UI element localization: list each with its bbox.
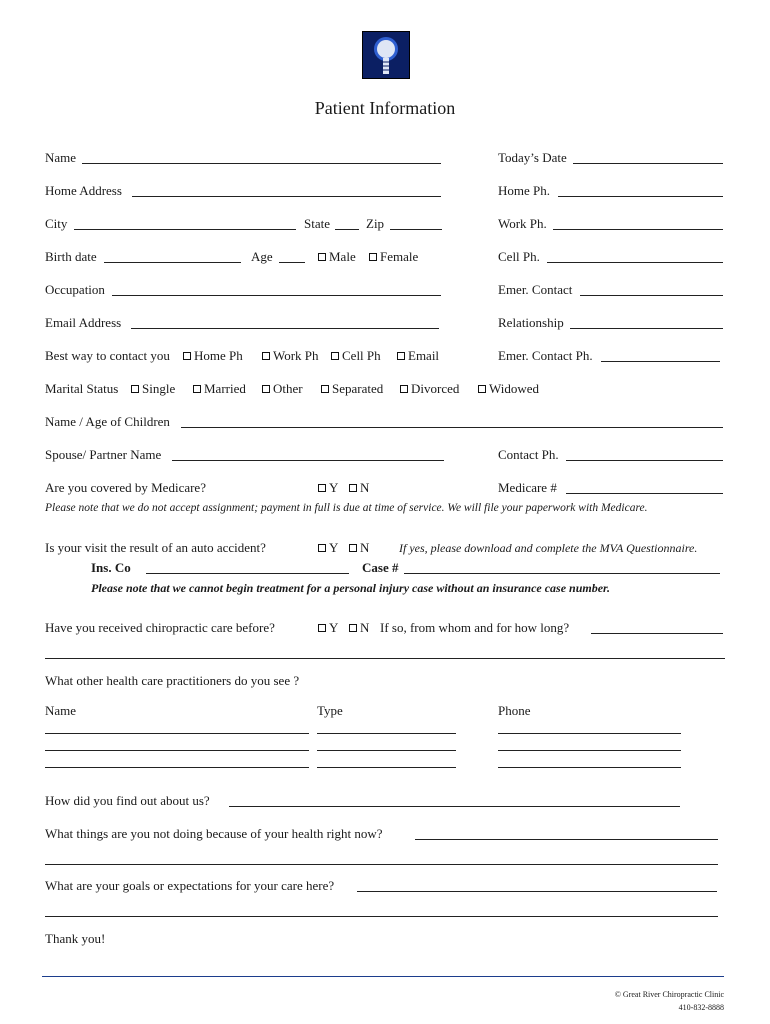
ins-co-field[interactable] xyxy=(146,573,349,574)
medicare-yes-checkbox[interactable] xyxy=(318,484,326,492)
other-text: Other xyxy=(273,381,303,396)
widowed-option[interactable] xyxy=(478,381,539,397)
widowed-text: Widowed xyxy=(489,381,540,396)
relationship-label: Relationship xyxy=(498,315,564,330)
emer-contact-label: Emer. Contact xyxy=(498,282,573,297)
medicare-yes-option[interactable] xyxy=(318,480,338,496)
chiro-followup-field[interactable] xyxy=(591,633,723,634)
male-text: Male xyxy=(329,249,356,264)
contact-email-option[interactable] xyxy=(397,348,439,364)
col-name-header: Name xyxy=(45,703,77,718)
age-field[interactable] xyxy=(279,262,305,263)
home-ph-field[interactable] xyxy=(558,196,723,197)
married-checkbox[interactable] xyxy=(193,385,201,393)
not-doing-field-2[interactable] xyxy=(45,864,718,865)
single-option[interactable] xyxy=(131,381,175,397)
chiro-yes-text: Y xyxy=(329,620,339,635)
contact-cell-ph-option[interactable] xyxy=(331,348,381,364)
footer-phone: 410-832-8888 xyxy=(678,1003,724,1012)
medicare-note: Please note that we do not accept assignment; payment in full is due at time of service. We will file your paperwork with Medicare. xyxy=(45,502,648,514)
zip-field[interactable] xyxy=(390,229,442,230)
practitioner-type-field[interactable] xyxy=(317,767,456,768)
practitioner-phone-field[interactable] xyxy=(498,733,681,734)
auto-yes-text: Y xyxy=(329,540,339,555)
relationship-field[interactable] xyxy=(570,328,723,329)
auto-no-option[interactable] xyxy=(349,540,369,556)
home-address-field[interactable] xyxy=(132,196,441,197)
find-question: How did you find out about us? xyxy=(45,793,210,808)
case-number-label: Case # xyxy=(362,560,399,575)
spouse-label: Spouse/ Partner Name xyxy=(45,447,162,462)
auto-yes-checkbox[interactable] xyxy=(318,544,326,552)
other-option[interactable] xyxy=(262,381,303,397)
cell-ph-label: Cell Ph. xyxy=(498,249,540,264)
contact-email-checkbox[interactable] xyxy=(397,352,405,360)
not-doing-question: What things are you not doing because of your health right now? xyxy=(45,826,383,841)
birth-date-label: Birth date xyxy=(45,249,97,264)
practitioner-name-field[interactable] xyxy=(45,733,309,734)
name-field[interactable] xyxy=(82,163,441,164)
chiro-yes-option[interactable] xyxy=(318,620,338,636)
auto-no-checkbox[interactable] xyxy=(349,544,357,552)
married-option[interactable] xyxy=(193,381,246,397)
medicare-yes-text: Y xyxy=(329,480,339,495)
case-number-field[interactable] xyxy=(404,573,720,574)
email-address-field[interactable] xyxy=(131,328,439,329)
clinic-logo xyxy=(362,31,410,79)
contact-cell-ph-checkbox[interactable] xyxy=(331,352,339,360)
practitioner-name-field[interactable] xyxy=(45,767,309,768)
contact-ph-label: Contact Ph. xyxy=(498,447,559,462)
contact-email-text: Email xyxy=(408,348,440,363)
goals-question: What are your goals or expectations for your care here? xyxy=(45,878,335,893)
home-ph-label: Home Ph. xyxy=(498,183,550,198)
contact-cell-ph-text: Cell Ph xyxy=(342,348,381,363)
chiro-no-checkbox[interactable] xyxy=(349,624,357,632)
pi-note: Please note that we cannot begin treatment for a personal injury case without an insurance case number. xyxy=(91,581,611,595)
goals-field[interactable] xyxy=(357,891,717,892)
col-type-header: Type xyxy=(317,703,343,718)
contact-ph-field[interactable] xyxy=(566,460,723,461)
footer-divider xyxy=(42,976,724,977)
divorced-text: Divorced xyxy=(411,381,460,396)
home-address-label: Home Address xyxy=(45,183,122,198)
cell-ph-field[interactable] xyxy=(547,262,723,263)
emer-contact-ph-label: Emer. Contact Ph. xyxy=(498,348,593,363)
ins-co-label: Ins. Co xyxy=(91,560,131,575)
state-field[interactable] xyxy=(335,229,359,230)
find-field[interactable] xyxy=(229,806,680,807)
separated-checkbox[interactable] xyxy=(321,385,329,393)
footer-clinic: © Great River Chiropractic Clinic xyxy=(614,990,724,999)
not-doing-field[interactable] xyxy=(415,839,718,840)
best-way-label: Best way to contact you xyxy=(45,348,170,363)
chiro-followup-label: If so, from whom and for how long? xyxy=(380,620,570,635)
chiro-no-text: N xyxy=(360,620,370,635)
work-ph-label: Work Ph. xyxy=(498,216,547,231)
chiro-question: Have you received chiropractic care before? xyxy=(45,620,275,635)
state-label: State xyxy=(304,216,330,231)
separated-text: Separated xyxy=(332,381,384,396)
occupation-field[interactable] xyxy=(112,295,441,296)
contact-home-ph-checkbox[interactable] xyxy=(183,352,191,360)
age-label: Age xyxy=(251,249,273,264)
single-checkbox[interactable] xyxy=(131,385,139,393)
male-option[interactable] xyxy=(318,249,356,265)
chiro-no-option[interactable] xyxy=(349,620,369,636)
female-text: Female xyxy=(380,249,419,264)
practitioners-question: What other health care practitioners do you see ? xyxy=(45,673,300,688)
spouse-field[interactable] xyxy=(172,460,444,461)
female-checkbox[interactable] xyxy=(369,253,377,261)
medicare-number-field[interactable] xyxy=(566,493,723,494)
divorced-option[interactable] xyxy=(400,381,459,397)
mva-note: If yes, please download and complete the MVA Questionnaire. xyxy=(399,541,698,555)
emer-contact-ph-field[interactable] xyxy=(601,361,720,362)
col-phone-header: Phone xyxy=(498,703,531,718)
contact-home-ph-text: Home Ph xyxy=(194,348,243,363)
married-text: Married xyxy=(204,381,246,396)
medicare-no-option[interactable] xyxy=(349,480,369,496)
divorced-checkbox[interactable] xyxy=(400,385,408,393)
thank-you-text: Thank you! xyxy=(45,931,106,946)
marital-status-label: Marital Status xyxy=(45,381,119,396)
chiro-followup-field-2[interactable] xyxy=(45,658,725,659)
medicare-question: Are you covered by Medicare? xyxy=(45,480,206,495)
occupation-label: Occupation xyxy=(45,282,105,297)
city-label: City xyxy=(45,216,68,231)
medicare-number-label: Medicare # xyxy=(498,480,557,495)
medicare-no-checkbox[interactable] xyxy=(349,484,357,492)
practitioner-type-field[interactable] xyxy=(317,733,456,734)
practitioner-type-field[interactable] xyxy=(317,750,456,751)
contact-home-ph-option[interactable] xyxy=(183,348,243,364)
email-address-label: Email Address xyxy=(45,315,122,330)
todays-date-label: Today’s Date xyxy=(498,150,567,165)
single-text: Single xyxy=(142,381,176,396)
city-field[interactable] xyxy=(74,229,296,230)
contact-work-ph-text: Work Ph xyxy=(273,348,319,363)
page-title: Patient Information xyxy=(314,98,456,118)
contact-work-ph-option[interactable] xyxy=(262,348,319,364)
children-label: Name / Age of Children xyxy=(45,414,170,429)
separated-option[interactable] xyxy=(321,381,383,397)
work-ph-field[interactable] xyxy=(553,229,723,230)
practitioner-phone-field[interactable] xyxy=(498,767,681,768)
practitioner-name-field[interactable] xyxy=(45,750,309,751)
practitioner-phone-field[interactable] xyxy=(498,750,681,751)
name-label: Name xyxy=(45,150,77,165)
children-field[interactable] xyxy=(181,427,723,428)
auto-no-text: N xyxy=(360,540,370,555)
todays-date-field[interactable] xyxy=(573,163,723,164)
other-checkbox[interactable] xyxy=(262,385,270,393)
zip-label: Zip xyxy=(366,216,385,231)
auto-accident-question: Is your visit the result of an auto accident? xyxy=(45,540,266,555)
female-option[interactable] xyxy=(369,249,418,265)
chiro-yes-checkbox[interactable] xyxy=(318,624,326,632)
medicare-no-text: N xyxy=(360,480,370,495)
male-checkbox[interactable] xyxy=(318,253,326,261)
contact-work-ph-checkbox[interactable] xyxy=(262,352,270,360)
auto-yes-option[interactable] xyxy=(318,540,338,556)
goals-field-2[interactable] xyxy=(45,916,718,917)
emer-contact-field[interactable] xyxy=(580,295,723,296)
birth-date-field[interactable] xyxy=(104,262,241,263)
widowed-checkbox[interactable] xyxy=(478,385,486,393)
